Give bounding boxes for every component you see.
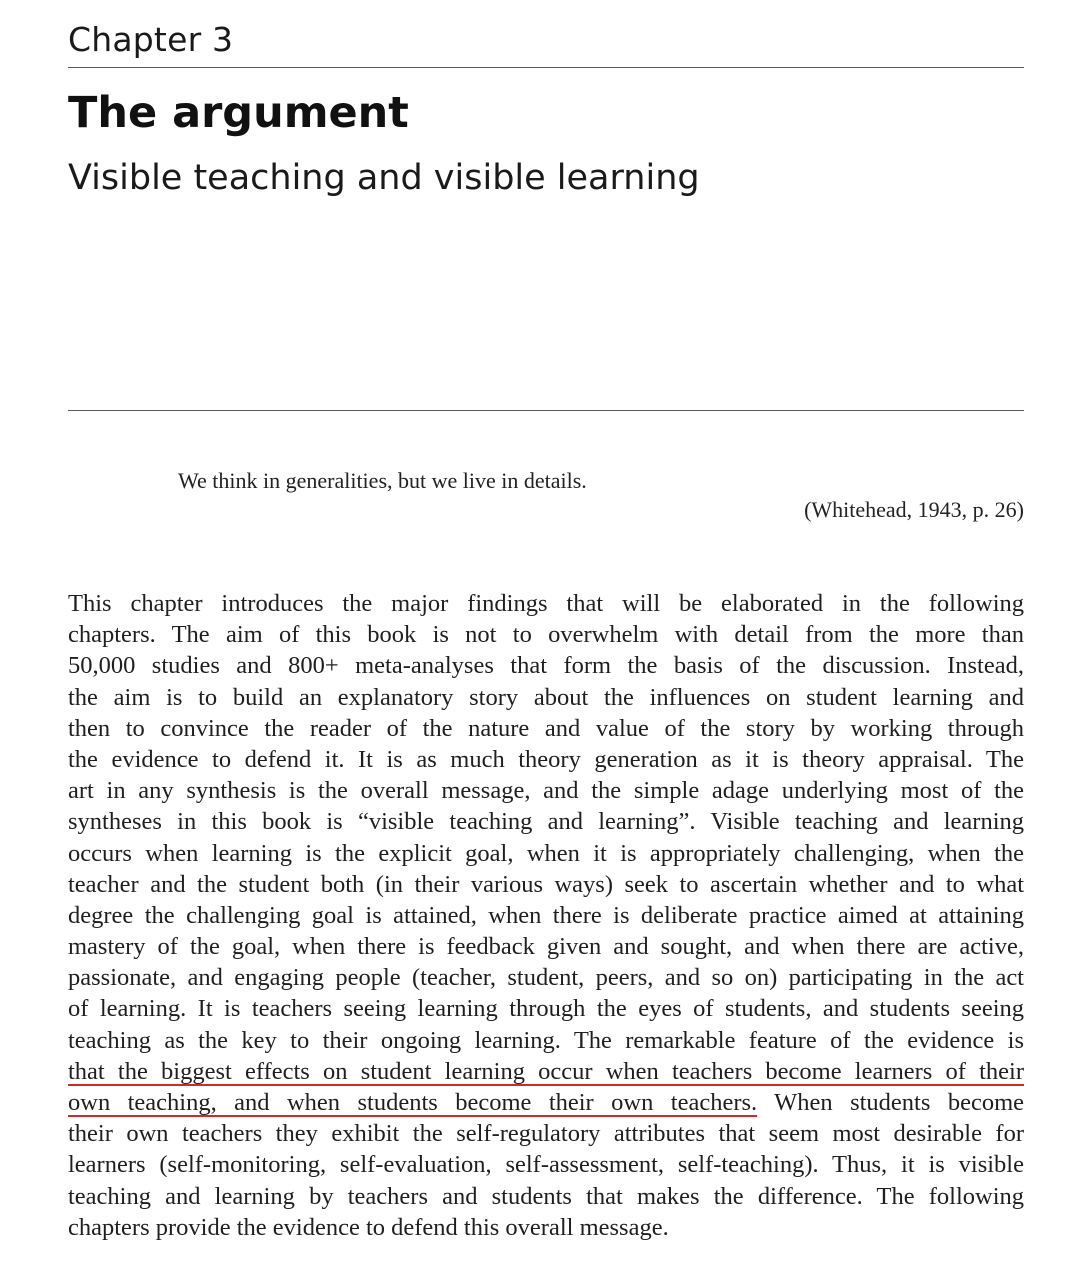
paragraph-line: learners (self-monitoring, self-evaluation, self-assessment, self-teaching). Thus, it is visible [68,1151,1024,1179]
epigraph-citation: (Whitehead, 1943, p. 26) [804,497,1024,522]
paragraph-line: teaching and learning by teachers and students that makes the difference. The following [68,1182,1024,1210]
chapter-title: The argument [68,88,409,138]
paragraph-line-rest: When students become [757,1089,1024,1116]
paragraph-line: syntheses in this book is “visible teaching and learning”. Visible teaching and learning [68,808,1024,836]
paragraph-line: the evidence to defend it. It is as much theory generation as it is theory appraisal. The [68,745,1024,773]
chapter-label: Chapter 3 [68,20,234,59]
paragraph-line: the aim is to build an explanatory story about the influences on student learning and [68,683,1024,711]
highlighted-text: own teaching, and when students become their own teachers. [68,1089,758,1116]
paragraph-line: degree the challenging goal is attained, when there is deliberate practice aimed at attaining [68,901,1024,929]
body-paragraph [68,588,1024,1243]
paragraph-line: This chapter introduces the major findings that will be elaborated in the following [68,590,1024,617]
paragraph-line: of learning. It is teachers seeing learning through the eyes of students, and students seeing [68,995,1024,1023]
paragraph-line: chapters. The aim of this book is not to overwhelm with detail from the more than [68,621,1024,649]
paragraph-line-highlighted [68,1087,1024,1118]
paragraph-line: teacher and the student both (in their various ways) seek to ascertain whether and to what [68,870,1024,898]
paragraph-line: then to convince the reader of the nature and value of the story by working through [68,714,1024,742]
section-divider-rule [68,410,1024,411]
paragraph-line: chapters provide the evidence to defend this overall message. [68,1213,669,1241]
chapter-header-rule [68,67,1024,68]
paragraph-line: teaching as the key to their ongoing learning. The remarkable feature of the evidence is [68,1026,1024,1054]
book-page [68,0,1024,1272]
highlighted-text: that the biggest effects on student learning occur when teachers become learners of their [68,1057,1024,1085]
paragraph-line: art in any synthesis is the overall message, and the simple adage underlying most of the [68,777,1024,805]
paragraph-line: their own teachers they exhibit the self-regulatory attributes that seem most desirable for [68,1120,1024,1148]
paragraph-line: passionate, and engaging people (teacher, student, peers, and so on) participating in the act [68,964,1024,992]
paragraph-line-highlighted [68,1056,1024,1087]
paragraph-line: mastery of the goal, when there is feedback given and sought, and when there are active, [68,933,1024,961]
paragraph-line: 50,000 studies and 800+ meta-analyses that form the basis of the discussion. Instead, [68,652,1024,680]
paragraph-line: occurs when learning is the explicit goal, when it is appropriately challenging, when the [68,839,1024,867]
epigraph-quote: We think in generalities, but we live in details. [178,468,587,493]
chapter-subtitle: Visible teaching and visible learning [68,158,700,198]
